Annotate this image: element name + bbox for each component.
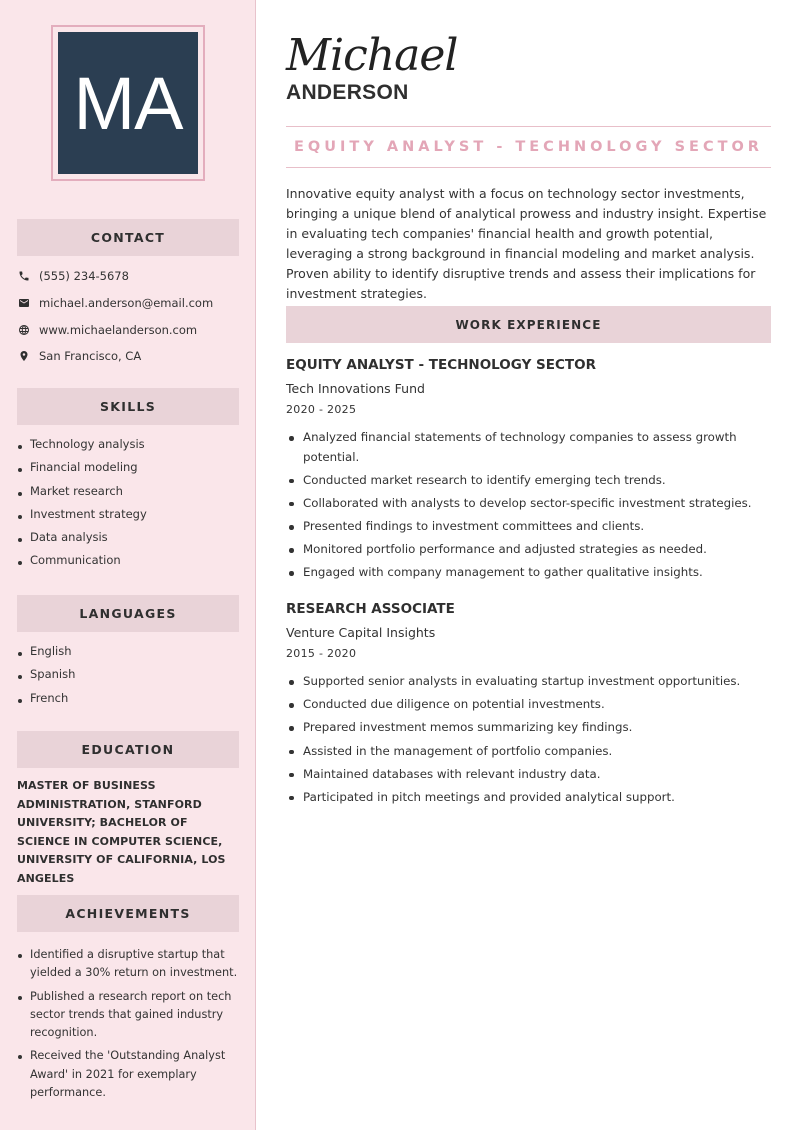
education-heading: EDUCATION — [17, 731, 239, 768]
languages-heading: LANGUAGES — [17, 595, 239, 632]
achievements-list — [17, 946, 242, 1107]
job-bullet: Analyzed financial statements of technology companies to assess growth potential. — [286, 428, 772, 467]
contact-phone — [17, 263, 242, 290]
job-title-banner: EQUITY ANALYST - TECHNOLOGY SECTOR — [286, 126, 771, 168]
sidebar — [0, 0, 256, 1130]
job-entry — [286, 357, 772, 587]
contact-email-text[interactable]: michael.anderson@email.com — [39, 296, 214, 311]
skill-item: Data analysis — [17, 530, 242, 553]
job-bullet: Assisted in the management of portfolio companies. — [286, 742, 772, 762]
job-entry — [286, 601, 772, 811]
monogram: MA — [58, 32, 198, 174]
job-company: Venture Capital Insights — [286, 625, 436, 640]
contact-phone-text: (555) 234-5678 — [39, 269, 129, 284]
skill-item: Financial modeling — [17, 460, 242, 483]
language-item: English — [17, 644, 242, 667]
job-bullet: Supported senior analysts in evaluating startup investment opportunities. — [286, 672, 772, 692]
last-name: ANDERSON — [286, 81, 409, 104]
language-item: Spanish — [17, 667, 242, 690]
contact-email[interactable] — [17, 290, 242, 317]
languages-list — [17, 644, 242, 714]
email-icon — [17, 297, 30, 310]
skill-item: Technology analysis — [17, 437, 242, 460]
first-name: Michael — [286, 30, 458, 81]
job-title: RESEARCH ASSOCIATE — [286, 601, 455, 617]
job-bullets — [286, 672, 772, 807]
globe-icon — [17, 323, 30, 336]
job-bullet: Collaborated with analysts to develop sector-specific investment strategies. — [286, 494, 772, 514]
education-text: MASTER OF BUSINESS ADMINISTRATION, STANFORD UNIVERSITY; BACHELOR OF SCIENCE IN COMPUTER SCIENCE, UNIVERSITY OF CALIFORNIA, LOS ANGELES — [17, 779, 226, 885]
job-dates: 2015 - 2020 — [286, 647, 357, 660]
phone-icon — [17, 270, 30, 283]
skills-list — [17, 437, 242, 577]
job-bullets — [286, 428, 772, 583]
skills-heading: SKILLS — [17, 388, 239, 425]
language-item: French — [17, 691, 242, 714]
location-icon — [17, 350, 30, 363]
job-bullet: Participated in pitch meetings and provided analytical support. — [286, 788, 772, 808]
work-experience-heading: WORK EXPERIENCE — [286, 306, 771, 343]
monogram-frame — [51, 25, 205, 181]
achievement-item: Identified a disruptive startup that yielded a 30% return on investment. — [17, 946, 242, 983]
achievements-heading: ACHIEVEMENTS — [17, 895, 239, 932]
job-dates: 2020 - 2025 — [286, 403, 357, 416]
job-bullet: Engaged with company management to gather qualitative insights. — [286, 563, 772, 583]
contact-website[interactable] — [17, 316, 242, 343]
job-bullet: Monitored portfolio performance and adjusted strategies as needed. — [286, 540, 772, 560]
job-title: EQUITY ANALYST - TECHNOLOGY SECTOR — [286, 357, 596, 373]
contact-website-text[interactable]: www.michaelanderson.com — [39, 322, 198, 337]
skill-item: Market research — [17, 484, 242, 507]
job-company: Tech Innovations Fund — [286, 381, 425, 396]
job-bullet: Prepared investment memos summarizing key findings. — [286, 718, 772, 738]
contact-location-text: San Francisco, CA — [39, 349, 142, 364]
profile-summary: Innovative equity analyst with a focus on technology sector investments, bringing a unique blend of analytical prowess and industry insight. Expertise in evaluating tech companies' financial health and growth potential, leveraging a strong background in financial modeling and market analysis. Proven ability to identify disruptive trends and assess their implications for investment strategies. — [286, 186, 767, 301]
contact-location — [17, 343, 242, 370]
job-bullet: Maintained databases with relevant industry data. — [286, 765, 772, 785]
achievement-item: Published a research report on tech sector trends that gained industry recognition. — [17, 988, 242, 1043]
contact-heading: CONTACT — [17, 219, 239, 256]
achievement-item: Received the 'Outstanding Analyst Award' in 2021 for exemplary performance. — [17, 1047, 242, 1102]
contact-list — [17, 263, 242, 370]
job-bullet: Conducted market research to identify emerging tech trends. — [286, 471, 772, 491]
job-bullet: Presented findings to investment committees and clients. — [286, 517, 772, 537]
job-bullet: Conducted due diligence on potential investments. — [286, 695, 772, 715]
skill-item: Investment strategy — [17, 507, 242, 530]
skill-item: Communication — [17, 553, 242, 576]
